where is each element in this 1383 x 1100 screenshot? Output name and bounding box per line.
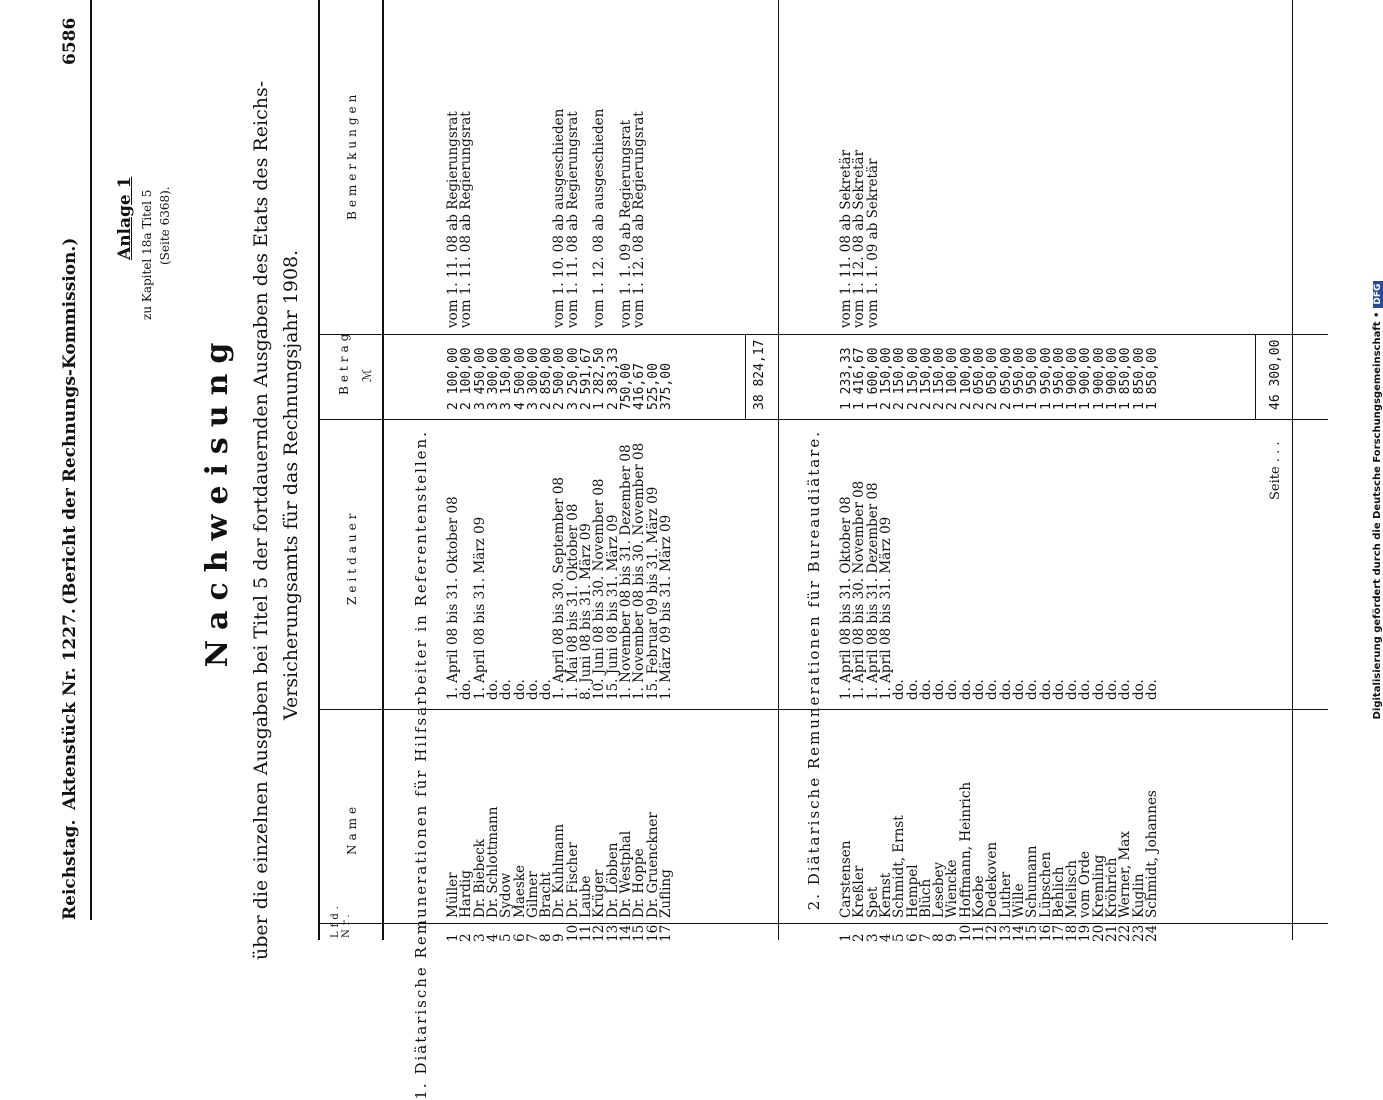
row-name: Behlich (1050, 866, 1067, 918)
row-bemerkung: vom 1. 11. 08 ab Regierungsrat (458, 111, 475, 328)
row-name: Dr. Gruenckner (644, 812, 661, 918)
row-nr: 10 (957, 924, 974, 942)
row-nr: 23 (1130, 924, 1147, 942)
row-zeitdauer: do. (971, 679, 987, 700)
section2-heading: 2. Diätarische Remunerationen für Bureaudiätare. (805, 430, 823, 911)
row-zeitdauer: do. (1130, 679, 1147, 700)
table-top-rule (318, 0, 320, 940)
row-zeitdauer: do. (1010, 679, 1027, 700)
row-betrag: 1 850,00 (1131, 347, 1147, 410)
row-betrag: 1 850,00 (1118, 347, 1134, 410)
row-name: Maeske (511, 865, 528, 918)
row-zeitdauer: 1. April 08 bis 31. Dezember 08 (864, 482, 881, 700)
row-nr: 17 (657, 924, 674, 942)
header-page-number: 6586 (60, 17, 80, 65)
row-nr: 11 (578, 924, 594, 942)
row-zeitdauer: 1. November 08 bis 30. November 08 (631, 442, 648, 700)
row-name: Wiencke (944, 859, 961, 918)
row-zeitdauer: do. (891, 679, 908, 700)
row-zeitdauer: do. (1064, 679, 1081, 700)
row-betrag: 2 150,00 (878, 347, 894, 410)
header-bericht: (Bericht der Rechnungs-Kommission.) (60, 237, 80, 605)
row-bemerkung: vom 1. 12. 08 ab ausgeschieden (591, 108, 608, 328)
row-betrag: 2 100,00 (958, 347, 974, 410)
header-aktenstueck: Aktenstück Nr. 1227. (60, 608, 80, 810)
row-bemerkung: vom 1. 1. 09 ab Sekretär (864, 158, 881, 328)
row-betrag: 1 416,67 (852, 347, 868, 410)
row-betrag: 3 250,00 (565, 347, 581, 410)
row-nr: 3 (471, 933, 488, 942)
header-rule (90, 0, 92, 920)
row-nr: 6 (511, 933, 528, 942)
row-betrag: 1 950,00 (1038, 347, 1054, 410)
row-betrag: 3 300,00 (485, 347, 501, 410)
row-betrag: 2 150,00 (905, 347, 921, 410)
row-name: Carstensen (838, 840, 854, 918)
row-betrag: 1 850,00 (1144, 347, 1160, 410)
row-zeitdauer: do. (1037, 679, 1054, 700)
row-betrag: 2 383,33 (605, 347, 621, 410)
row-nr: 1 (838, 933, 854, 942)
row-nr: 7 (524, 933, 541, 942)
row-zeitdauer: do. (984, 679, 1001, 700)
row-zeitdauer: do. (1024, 679, 1041, 700)
section1-heading: 1. Diätarische Remunerationen für Hilfsarbeiter in Referentenstellen. (412, 430, 430, 1100)
row-bemerkung: vom 1. 11. 08 ab Sekretär (838, 149, 854, 328)
row-nr: 12 (591, 924, 608, 942)
row-name: Wille (1010, 883, 1027, 918)
section1-total: 38 824,17 (752, 339, 767, 410)
row-betrag: 3 300,00 (525, 347, 541, 410)
colhead-bemerkungen: Bemerkungen (345, 90, 359, 220)
row-betrag: 416,67 (632, 363, 648, 410)
row-zeitdauer: do. (498, 679, 515, 700)
row-betrag: 1 900,00 (1078, 347, 1094, 410)
anlage-title: Anlage 1 (115, 176, 135, 260)
row-zeitdauer: 8. Juni 08 bis 31. März 09 (578, 523, 594, 700)
row-zeitdauer: 1. April 08 bis 31. März 09 (877, 516, 894, 700)
row-zeitdauer: do. (997, 679, 1014, 700)
row-nr: 4 (877, 933, 894, 942)
row-zeitdauer: do. (524, 679, 541, 700)
row-nr: 18 (1064, 924, 1081, 942)
row-betrag: 2 100,00 (446, 347, 461, 410)
row-nr: 22 (1117, 924, 1134, 942)
row-name: Dr. Fischer (564, 842, 581, 918)
header-reichstag: Reichstag. (60, 819, 80, 920)
row-name: Lesebey (931, 861, 948, 918)
row-nr: 8 (538, 933, 555, 942)
row-name: Dr. Hoppe (631, 848, 648, 918)
row-betrag: 3 450,00 (472, 347, 488, 410)
colhead-zeitdauer: Zeitdauer (345, 509, 359, 605)
colhead-name: Name (345, 802, 359, 855)
row-name: Schmidt, Ernst (891, 815, 908, 918)
row-name: Gilmer (524, 871, 541, 918)
row-name: Blüch (917, 878, 934, 918)
row-betrag: 2 150,00 (892, 347, 908, 410)
row-zeitdauer: do. (1090, 679, 1107, 700)
row-name: Koebe (971, 875, 987, 918)
row-zeitdauer: do. (1117, 679, 1134, 700)
table-header-rule (382, 0, 384, 940)
section1-sum-rule (745, 335, 746, 420)
row-betrag: 2 591,67 (579, 347, 594, 410)
col-sep-name (318, 709, 1328, 710)
dfg-credit: Digitalisierung gefördert durch die Deutsche Forschungsgemeinschaft • (1372, 311, 1383, 720)
row-bemerkung: vom 1. 1. 09 ab Regierungsrat (617, 119, 634, 328)
row-nr: 5 (498, 933, 515, 942)
row-betrag: 1 600,00 (865, 347, 881, 410)
row-name: Schumann (1024, 845, 1041, 918)
row-nr: 9 (551, 933, 568, 942)
row-nr: 8 (931, 933, 948, 942)
row-bemerkung: vom 1. 12. 08 ab Regierungsrat (631, 111, 648, 328)
row-zeitdauer: 1. April 08 bis 30. September 08 (551, 476, 568, 700)
row-nr: 9 (944, 933, 961, 942)
row-zeitdauer: 1. November 08 bis 31. Dezember 08 (617, 444, 634, 700)
row-name: Hempel (904, 864, 921, 918)
row-zeitdauer: 1. April 08 bis 31. Oktober 08 (445, 496, 461, 700)
row-nr: 12 (984, 924, 1001, 942)
row-betrag: 2 050,00 (985, 347, 1001, 410)
dfg-sidebar (1372, 0, 1383, 1000)
row-nr: 17 (1050, 924, 1067, 942)
subtitle-line1: über die einzelnen Ausgaben bei Titel 5 der fortdauernden Ausgaben des Etats des Reichs- (250, 80, 272, 960)
row-betrag: 1 900,00 (1091, 347, 1107, 410)
row-betrag: 375,00 (658, 363, 674, 410)
row-zeitdauer: do. (458, 679, 475, 700)
row-nr: 24 (1143, 924, 1160, 942)
row-name: Spet (864, 886, 881, 918)
row-name: Krüger (591, 869, 608, 918)
col-sep-betrag (318, 334, 1328, 335)
row-bemerkung: vom 1. 12. 08 ab Sekretär (851, 149, 868, 328)
row-zeitdauer: 1. April 08 bis 30. November 08 (851, 480, 868, 700)
row-name: Werner, Max (1117, 831, 1134, 918)
section2-seite-label: Seite . . . (1268, 441, 1283, 500)
row-zeitdauer: do. (957, 679, 974, 700)
row-zeitdauer: do. (944, 679, 961, 700)
row-nr: 4 (484, 933, 501, 942)
row-zeitdauer: do. (484, 679, 501, 700)
row-name: Laube (578, 875, 594, 918)
row-zeitdauer: 15. Juni 08 bis 31. März 09 (604, 514, 621, 700)
row-nr: 15 (631, 924, 648, 942)
row-zeitdauer: do. (1143, 679, 1160, 700)
row-nr: 21 (1104, 924, 1120, 942)
row-name: Luther (997, 871, 1014, 918)
row-nr: 13 (604, 924, 621, 942)
row-bemerkung: vom 1. 11. 08 ab Regierungsrat (445, 111, 461, 328)
row-zeitdauer: 1. Mai 08 bis 31. Oktober 08 (564, 503, 581, 700)
row-nr: 16 (1037, 924, 1054, 942)
row-nr: 20 (1090, 924, 1107, 942)
row-betrag: 750,00 (618, 363, 634, 410)
row-betrag: 2 050,00 (972, 347, 987, 410)
row-betrag: 1 900,00 (1105, 347, 1120, 410)
row-name: Kuglin (1130, 873, 1147, 918)
row-betrag: 2 100,00 (945, 347, 961, 410)
colhead-betrag-unit: ℳ (360, 365, 374, 382)
row-betrag: 2 150,00 (918, 347, 934, 410)
row-betrag: 2 850,00 (539, 347, 555, 410)
row-name: vom Orde (1077, 851, 1094, 918)
row-betrag: 2 500,00 (552, 347, 568, 410)
row-betrag: 2 050,00 (998, 347, 1014, 410)
row-betrag: 1 950,00 (1025, 347, 1041, 410)
row-betrag: 3 150,00 (499, 347, 515, 410)
row-zeitdauer: do. (931, 679, 948, 700)
row-name: Kröhrich (1104, 857, 1120, 918)
row-zeitdauer: do. (538, 679, 555, 700)
row-name: Dr. Kuhlmann (551, 823, 568, 918)
row-nr: 14 (1010, 924, 1027, 942)
row-nr: 11 (971, 924, 987, 942)
row-nr: 15 (1024, 924, 1041, 942)
row-name: Schmidt, Johannes (1143, 790, 1160, 918)
row-nr: 7 (917, 933, 934, 942)
row-zeitdauer: do. (1077, 679, 1094, 700)
row-zeitdauer: do. (904, 679, 921, 700)
row-nr: 1 (445, 933, 461, 942)
row-nr: 14 (617, 924, 634, 942)
row-bemerkung: vom 1. 10. 08 ab ausgeschieden (551, 108, 568, 328)
row-bemerkung: vom 1. 11. 08 ab Regierungsrat (564, 111, 581, 328)
row-betrag: 1 900,00 (1065, 347, 1081, 410)
anlage-line2: (Seite 6368). (158, 186, 172, 265)
row-betrag: 2 150,00 (932, 347, 948, 410)
row-betrag: 4 500,00 (512, 347, 528, 410)
row-zeitdauer: 1. April 08 bis 31. März 09 (471, 516, 488, 700)
row-name: Lüpschen (1037, 851, 1054, 918)
row-nr: 2 (458, 933, 475, 942)
row-name: Mielisch (1064, 860, 1081, 918)
table-bottom-rule (1292, 0, 1293, 940)
section2-total: 46 300,00 (1268, 339, 1283, 410)
row-name: Kremling (1090, 854, 1107, 918)
row-zeitdauer: do. (917, 679, 934, 700)
row-zeitdauer: do. (511, 679, 528, 700)
section2-sum-rule (1255, 335, 1256, 420)
row-zeitdauer: do. (1104, 679, 1120, 700)
row-betrag: 1 950,00 (1011, 347, 1027, 410)
row-name: Müller (445, 872, 461, 918)
row-betrag: 1 233,33 (839, 347, 854, 410)
row-zeitdauer: 10. Juni 08 bis 30. November 08 (591, 478, 608, 700)
dfg-logo: DFG (1373, 281, 1383, 308)
row-betrag: 525,00 (645, 363, 661, 410)
row-nr: 2 (851, 933, 868, 942)
colhead-betrag: Betrag (337, 329, 351, 395)
row-nr: 19 (1077, 924, 1094, 942)
colhead-nr: Lfd. Nr. (330, 902, 352, 938)
row-name: Dr. Löbben (604, 842, 621, 918)
row-zeitdauer: 1. März 09 bis 31. März 09 (657, 514, 674, 700)
row-nr: 16 (644, 924, 661, 942)
section1-end-rule (778, 0, 779, 940)
row-name: Kreßler (851, 865, 868, 918)
row-nr: 3 (864, 933, 881, 942)
row-name: Dedekoven (984, 841, 1001, 918)
row-name: Hardig (458, 870, 475, 918)
subtitle-line2: Versicherungsamts für das Rechnungsjahr 1908. (280, 249, 302, 720)
row-nr: 13 (997, 924, 1014, 942)
anlage-line1: zu Kapitel 18a Titel 5 (140, 189, 154, 320)
row-name: Sydow (498, 872, 515, 918)
row-name: Zufling (657, 869, 674, 918)
row-nr: 6 (904, 933, 921, 942)
col-sep-nr (318, 923, 1328, 924)
row-name: Hoffmann, Heinrich (957, 781, 974, 918)
row-nr: 10 (564, 924, 581, 942)
row-betrag: 1 282,50 (592, 347, 608, 410)
row-nr: 5 (891, 933, 908, 942)
row-name: Dr. Schlottmann (484, 806, 501, 918)
row-zeitdauer: do. (1050, 679, 1067, 700)
page-title: Nachweisung (200, 332, 235, 668)
col-sep-zeit (318, 419, 1328, 420)
row-betrag: 2 100,00 (459, 347, 475, 410)
row-name: Bracht (538, 871, 555, 918)
row-name: Kernst (877, 872, 894, 918)
row-betrag: 1 950,00 (1051, 347, 1067, 410)
row-zeitdauer: 15. Februar 09 bis 31. März 09 (644, 486, 661, 700)
row-zeitdauer: 1. April 08 bis 31. Oktober 08 (838, 496, 854, 700)
row-name: Dr. Westphal (617, 830, 634, 918)
row-name: Dr. Biebeck (471, 839, 488, 918)
